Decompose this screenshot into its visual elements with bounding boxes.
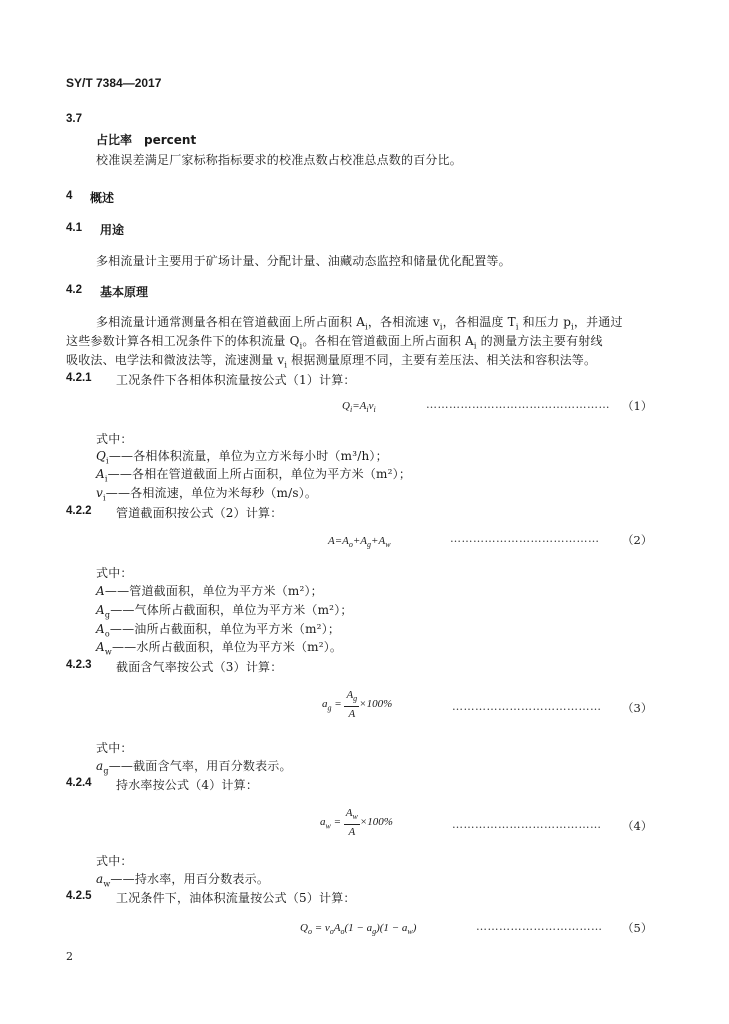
where-2-line-aw: $A_w——$水所占截面积，单位为平方米（m²）。 [96,640,343,657]
clause-4-1-body: 多相流量计主要用于矿场计量、分配计量、油藏动态监控和储量优化配置等。 [96,254,511,268]
clause-3-7-term: 占比率 percent [96,133,197,147]
formula-5-number: （5） [622,921,653,935]
clause-4-2-title: 基本原理 [100,285,149,299]
p1-part-b: ，各相流速 v [367,315,440,329]
where-1-line-q: $Q_i——$各相体积流量，单位为立方米每小时（m³/h）； [96,449,388,466]
formula-1-leader-dots: ………………………………………… [426,398,610,411]
clause-4-2-para-line1: 多相流量计通常测量各相在管道截面上所占面积 $A_i$，各相流速 $v_i$，各相温度 $T_i$ 和压力 $p_i$，并通过 [96,315,623,332]
clause-3-7-definition: 校准误差满足厂家标称指标要求的校准点数占校准总点数的百分比。 [96,153,463,167]
formula-4: $a_w$ = $\frac{A_w}{A}$ ×100% [320,807,393,839]
where-label-1: 式中： [96,432,133,446]
where-1-line-a: $A_i——$各相在管道截面上所占面积，单位为平方米（m²）； [96,467,412,484]
clause-4-2-2-title: 管道截面积按公式（2）计算： [116,506,283,520]
clause-4-2-3-title: 截面含气率按公式（3）计算： [116,660,283,674]
where-2-line-a: A——管道截面积，单位为平方米（m²）； [96,584,323,598]
p2-part-a: 这些参数计算各相工况条件下的体积流量 Q [66,334,300,348]
where-2-line-ao: $A_o——$油所占截面积，单位为平方米（m²）； [96,622,341,639]
where-4-line-aw: $a_w——$持水率，用百分数表示。 [96,872,270,889]
clause-4-2-1-number: 4.2.1 [66,372,92,384]
clause-4-2-5-number: 4.2.5 [66,890,92,902]
clause-4-2-para-line2: 这些参数计算各相工况条件下的体积流量 $Q_i$。各相在管道截面上所占面积 $A_i$ 的测量方法主要有射线 [66,334,603,351]
where-label-2: 式中： [96,566,133,580]
clause-4-2-number: 4.2 [66,284,82,296]
formula-3-number: （3） [622,701,653,715]
formula-5-leader-dots: …………………………… [476,920,603,933]
formula-5: $Q_o = v_oA_o(1 - a_g)(1 - a_w)$ [300,922,417,937]
formula-2: $A=A_o+A_g+A_w$ [328,535,391,550]
clause-4-2-1-title: 工况条件下各相体积流量按公式（1）计算： [116,373,356,387]
formula-3-leader-dots: ………………………………… [452,700,602,713]
formula-1-number: （1） [622,399,653,413]
where-2-line-ag: $A_g——$气体所占截面积，单位为平方米（m²）； [96,603,353,620]
clause-4-1-number: 4.1 [66,222,82,234]
clause-4-2-3-number: 4.2.3 [66,659,92,671]
clause-3-7-number: 3.7 [66,113,82,125]
p3-part-b: 根据测量原理不同，主要有差压法、相关法和容积法等。 [287,353,597,367]
clause-4-2-para-line3: 吸收法、电学法和微波法等，流速测量 $v_i$ 根据测量原理不同，主要有差压法、相关法和容积法等。 [66,353,597,370]
clause-4-2-5-title: 工况条件下，油体积流量按公式（5）计算： [116,891,356,905]
standard-code: SY/T 7384—2017 [66,76,162,90]
where-3-line-ag: $a_g——$截面含气率，用百分数表示。 [96,759,292,776]
clause-4-1-title: 用途 [100,223,125,237]
p2-part-b: 。各相在管道截面上所占面积 A [302,334,474,348]
p1-part-a: 多相流量计通常测量各相在管道截面上所占面积 A [96,315,366,329]
page-number: 2 [66,950,74,963]
clause-4-2-4-number: 4.2.4 [66,777,92,789]
where-label-4: 式中： [96,854,133,868]
clause-4-title: 概述 [90,191,115,205]
formula-4-leader-dots: ………………………………… [452,818,602,831]
p1-part-d: 和压力 p [518,315,572,329]
clause-4-2-4-title: 持水率按公式（4）计算： [116,778,259,792]
where-1-line-v: $v_i——$各相流速，单位为米每秒（m/s）。 [96,486,318,503]
formula-2-number: （2） [622,533,653,547]
formula-4-number: （4） [622,819,653,833]
formula-3: $a_g$ = $\frac{A_g}{A}$ ×100% [322,689,393,721]
formula-2-leader-dots: ………………………………… [450,532,600,545]
formula-1: $Q_i=A_iv_i$ [342,400,376,415]
p1-part-e: ，并通过 [573,315,623,329]
clause-4-number: 4 [66,190,73,202]
where-label-3: 式中： [96,741,133,755]
p2-part-c: 的测量方法主要有射线 [476,334,603,348]
clause-4-2-2-number: 4.2.2 [66,505,92,517]
p3-part-a: 吸收法、电学法和微波法等，流速测量 v [66,353,285,367]
p1-part-c: ，各相温度 T [442,315,516,329]
